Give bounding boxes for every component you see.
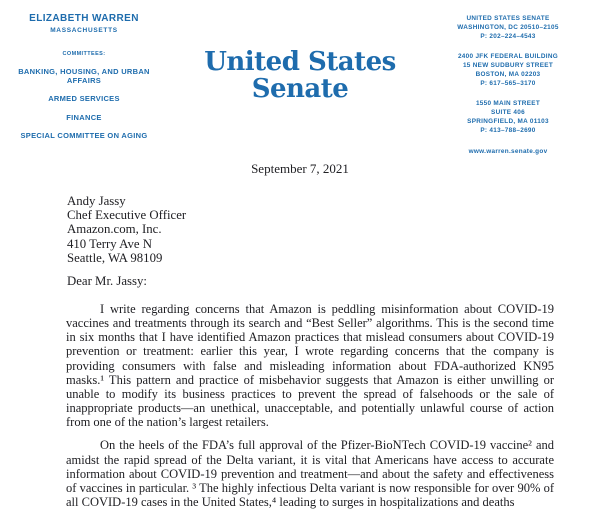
recipient-company: Amazon.com, Inc. (67, 222, 162, 237)
office-line: WASHINGTON, DC 20510–2105 (457, 24, 559, 31)
office-line: 1550 MAIN STREET (475, 100, 541, 107)
committee-finance: FINANCE (66, 112, 102, 122)
senator-state: MASSACHUSETTS (50, 27, 118, 34)
letter-date: September 7, 2021 (251, 161, 349, 176)
office-line: SUITE 406 (491, 109, 525, 116)
office-boston (427, 52, 589, 88)
recipient-name: Andy Jassy (67, 194, 126, 208)
office-springfield (427, 99, 589, 135)
letterhead-masthead (170, 49, 430, 104)
recipient-street: 410 Terry Ave N (67, 236, 152, 251)
committee-armed-services: ARMED SERVICES (48, 94, 120, 103)
office-line: P: 202–224–4543 (480, 33, 536, 40)
office-washington (427, 14, 589, 41)
committee-aging: SPECIAL COMMITTEE ON AGING (20, 131, 148, 140)
letter-body (66, 302, 554, 509)
office-line: 2400 JFK FEDERAL BUILDING (457, 53, 559, 60)
letterhead-senator-block (3, 13, 165, 140)
recipient-address (67, 194, 186, 265)
letterhead-offices-block (427, 14, 589, 155)
office-line: 15 NEW SUDBURY STREET (462, 62, 554, 69)
committees-label: COMMITTEES: (62, 51, 106, 57)
recipient-title: Chef Executive Officer (67, 208, 187, 223)
salutation: Dear Mr. Jassy: (67, 274, 147, 288)
office-line: P: 617–565–3170 (480, 80, 536, 87)
body-paragraph-2: On the heels of the FDA’s full approval of the Pfizer-BioNTech COVID-19 vaccine² and amidst the rapid spread of the Delta variant, it is vital that Americans have access to accurate information about COVID-19 prevention and treatment—and about the safety and effectiveness of vaccines in particular. ³ The highly infectious Delta variant is now responsible for over 90% of all COVID-19 cases in the United States,⁴ leading to surges in hospitalizations and deaths (66, 438, 554, 510)
recipient-city: Seattle, WA 98109 (67, 250, 163, 265)
committee-banking: BANKING, HOUSING, AND URBAN AFFAIRS (18, 66, 150, 85)
senator-name: ELIZABETH WARREN (29, 13, 139, 24)
body-paragraph-1: I write regarding concerns that Amazon is peddling misinformation about COVID-19 vaccines and treatments through its search and “Best Seller” algorithms. This is the second time in six months that I have identified Amazon practices that mislead consumers about COVID-19 prevention or treatment: earlier this year, I wrote regarding concerns that the company is providing consumers with false and misleading information about FDA-authorized KN95 masks.¹ This pattern and practice of misbehavior suggests that Amazon is either unwilling or unable to modify its business practices to prevent the spread of falsehoods or the sale of inappropriate products—an unethical, unacceptable, and potentially unlawful course of action from one of the nation’s largest retailers. (66, 302, 554, 430)
office-line: SPRINGFIELD, MA 01103 (467, 118, 549, 125)
website-url: www.warren.senate.gov (468, 148, 548, 155)
office-line: BOSTON, MA 02203 (475, 71, 541, 78)
office-line: P: 413–788–2690 (480, 127, 536, 134)
office-line: UNITED STATES SENATE (466, 15, 550, 22)
senate-title: United States Senate (204, 47, 396, 105)
